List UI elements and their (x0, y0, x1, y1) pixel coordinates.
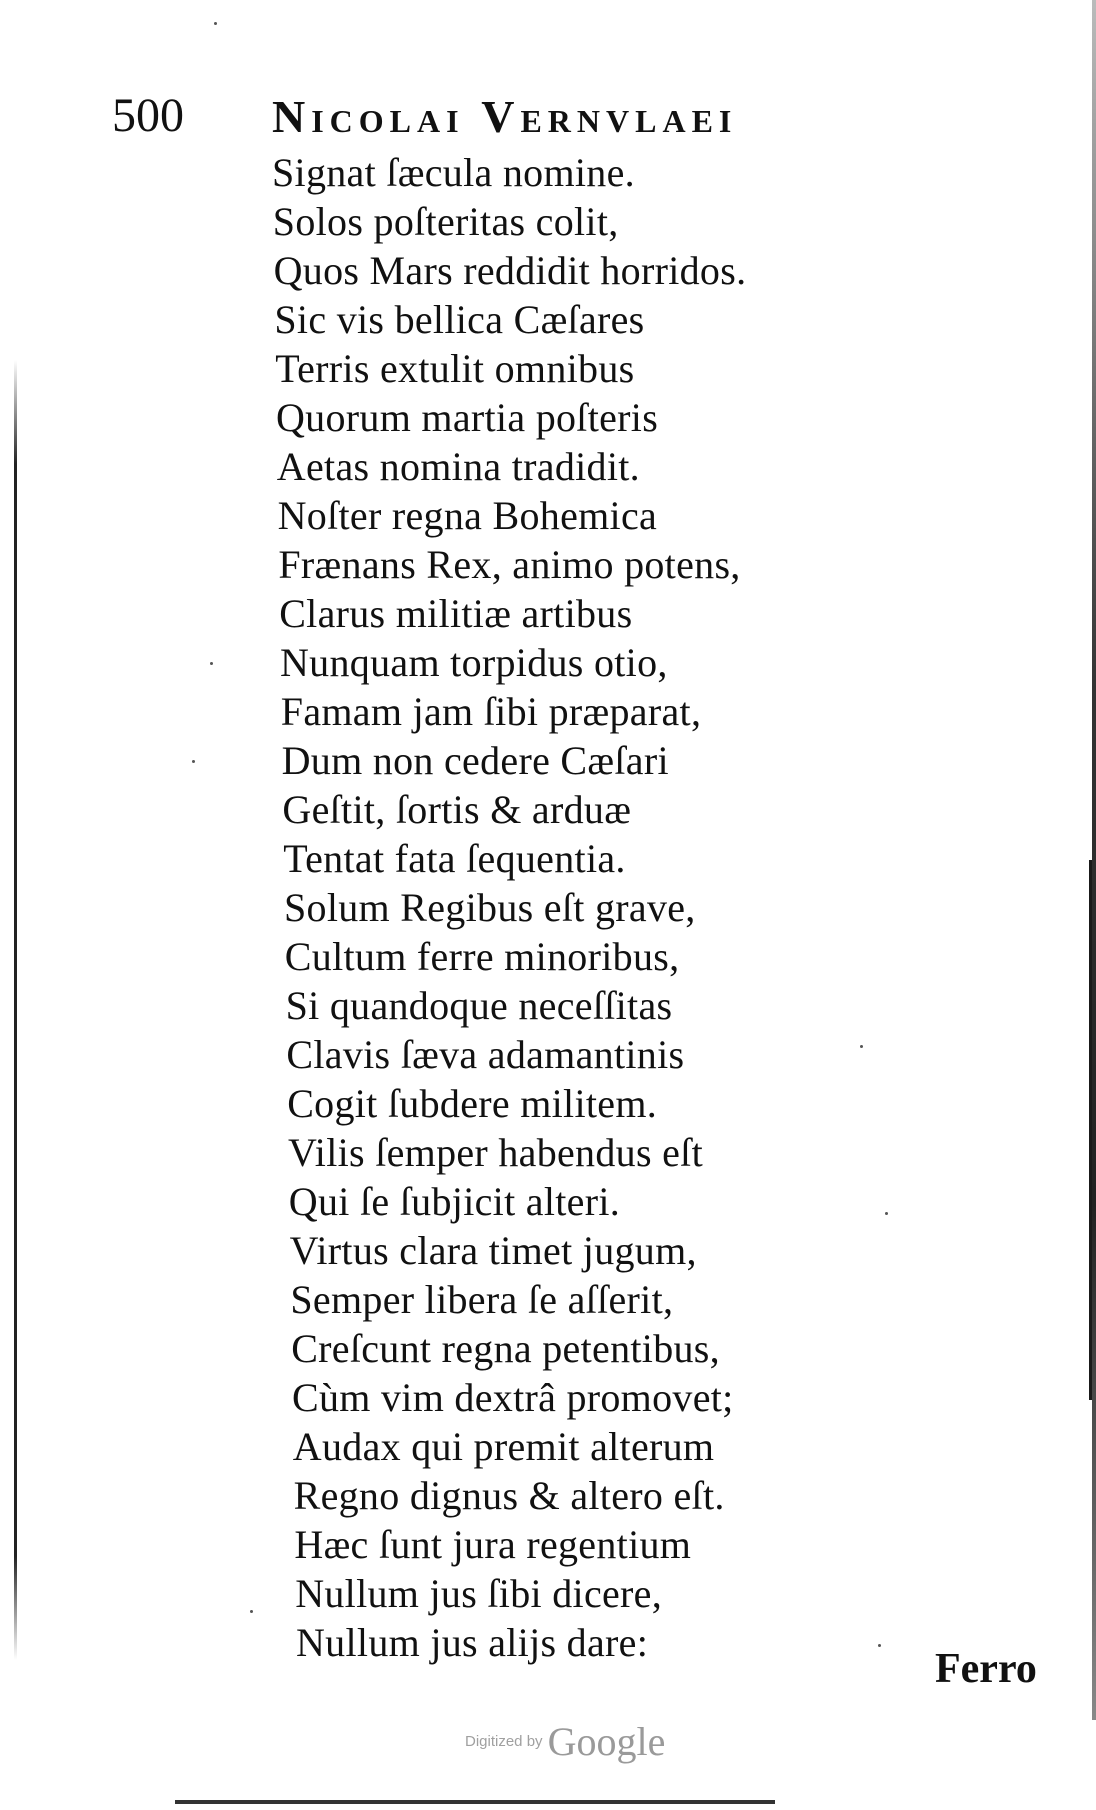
poem-line: Tentat fata ſequentia. (283, 836, 626, 881)
poem-line: Famam jam ſibi præparat, (280, 689, 702, 734)
running-head: Nicolai Vernvlaei (272, 91, 738, 142)
poem-line: Creſcunt regna petentibus, (291, 1326, 720, 1371)
right-edge-shadow (1089, 860, 1092, 1400)
poem-line: Semper libera ſe aſſerit, (290, 1277, 674, 1322)
poem-line: Noſter regna Bohemica (277, 493, 658, 538)
digitized-watermark (465, 1718, 705, 1768)
poem-line: Cultum ferre minoribus, (284, 934, 680, 979)
page-header (112, 86, 872, 146)
poem-line: Hæc ſunt jura regentium (294, 1522, 692, 1567)
poem-line: Aetas nomina tradidit. (276, 444, 640, 489)
poem-line: Frænans Rex, animo potens, (278, 542, 741, 587)
poem-line: Cùm vim dextrâ promovet; (292, 1375, 734, 1420)
poem-line: Vilis ſemper habendus eſt (288, 1130, 703, 1175)
poem-line: Nullum jus ſibi dicere, (295, 1571, 663, 1616)
poem-line: Cogit ſubdere militem. (287, 1081, 658, 1126)
poem-text (272, 148, 872, 1667)
ink-speck (250, 1610, 253, 1613)
ink-speck (885, 1212, 888, 1215)
poem-line: Clarus militiæ artibus (279, 591, 633, 636)
poem-line: Quorum martia poſteris (276, 395, 659, 440)
poem-line: Si quandoque neceſſitas (285, 983, 673, 1028)
poem-line: Solos poſteritas colit, (272, 199, 619, 244)
poem-line: Terris extulit omnibus (275, 346, 635, 391)
ink-speck (878, 1644, 881, 1647)
right-page-edge (1092, 0, 1096, 1720)
page-number: 500 (112, 89, 184, 142)
poem-line: Regno dignus & altero eſt. (293, 1473, 725, 1518)
poem-line: Quos Mars reddidit horridos. (273, 248, 747, 293)
poem-line: Sic vis bellica Cæſares (274, 297, 645, 342)
ink-speck (860, 1045, 863, 1048)
poem-line: Geſtit, ſortis & arduæ (282, 787, 632, 832)
poem-line: Solum Regibus eſt grave, (284, 885, 696, 930)
poem-line: Nunquam torpidus otio, (280, 640, 668, 685)
poem-line: Dum non cedere Cæſari (281, 738, 669, 783)
left-page-edge (14, 360, 17, 1660)
google-logo: Google (547, 1719, 666, 1764)
bottom-page-edge (175, 1800, 775, 1804)
ink-speck (210, 662, 213, 665)
digitized-by-label: Digitized by (465, 1733, 543, 1750)
poem-line: Virtus clara timet jugum, (289, 1228, 697, 1273)
catchword: Ferro (935, 1646, 1037, 1692)
poem-line: Qui ſe ſubjicit alteri. (288, 1179, 621, 1224)
ink-speck (192, 760, 195, 763)
poem-line: Signat ſæcula nomine. (272, 150, 635, 195)
poem-line: Clavis ſæva adamantinis (286, 1032, 685, 1077)
poem-line: Audax qui premit alterum (292, 1424, 715, 1469)
poem-line: Nullum jus alijs dare: (296, 1620, 649, 1665)
ink-speck (214, 22, 217, 25)
